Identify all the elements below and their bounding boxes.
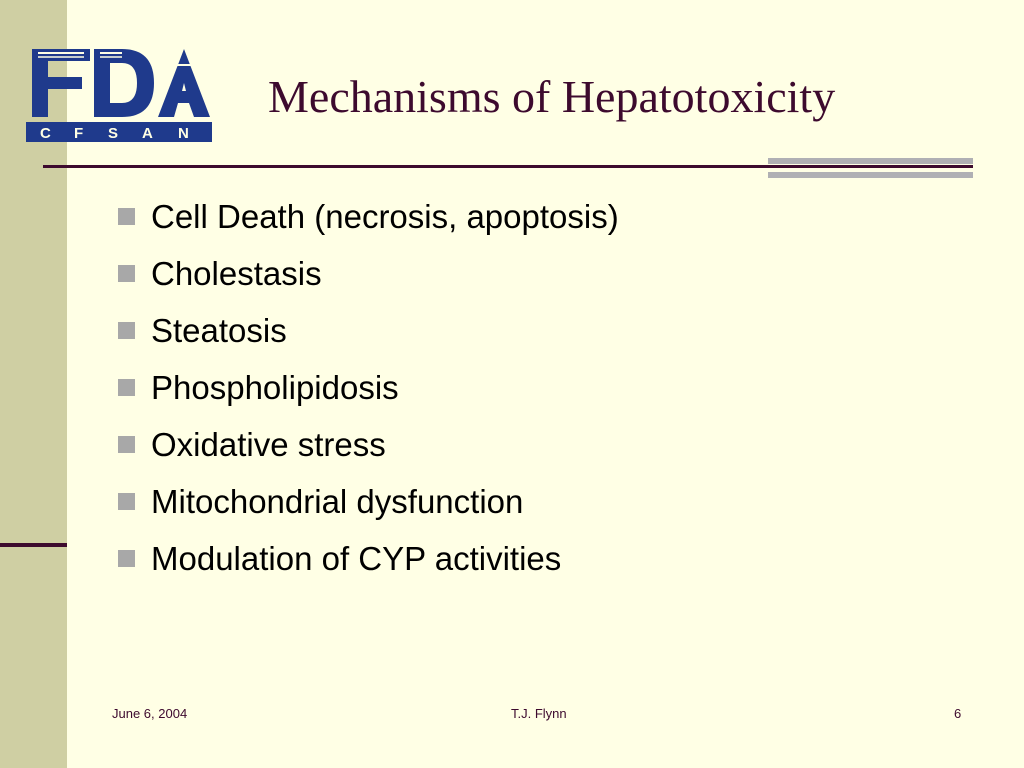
bullet-list [118,188,619,587]
footer-date: June 6, 2004 [112,706,188,721]
square-bullet-icon [118,493,135,510]
bullet-text: Steatosis [151,311,287,349]
bullet-item [118,188,619,245]
bullet-item [118,302,619,359]
bullet-text: Phospholipidosis [151,368,399,406]
bullet-item [118,359,619,416]
slide-title: Mechanisms of Hepatotoxicity [268,71,836,122]
square-bullet-icon [118,322,135,339]
bullet-text: Oxidative stress [151,425,386,463]
bullet-item [118,473,619,530]
bullet-text: Mitochondrial dysfunction [151,482,524,520]
title-rule-accent-top [768,158,973,164]
bullet-text: Modulation of CYP activities [151,539,562,577]
bullet-text: Cholestasis [151,254,322,292]
svg-text:A: A [142,125,153,142]
footer-page-number: 6 [954,706,962,721]
square-bullet-icon [118,208,135,225]
square-bullet-icon [118,550,135,567]
svg-text:F: F [74,125,84,142]
svg-text:S: S [108,125,119,142]
left-accent-bar [0,543,67,547]
title-rule-accent-bottom [768,172,973,178]
bullet-item [118,245,619,302]
svg-text:C: C [40,125,51,142]
bullet-text: Cell Death (necrosis, apoptosis) [151,197,619,235]
square-bullet-icon [118,379,135,396]
square-bullet-icon [118,436,135,453]
bullet-item [118,530,619,587]
square-bullet-icon [118,265,135,282]
fda-cfsan-logo [26,43,212,142]
svg-text:N: N [178,125,189,142]
bullet-item [118,416,619,473]
footer-author: T.J. Flynn [511,706,567,721]
title-rule [43,165,973,168]
